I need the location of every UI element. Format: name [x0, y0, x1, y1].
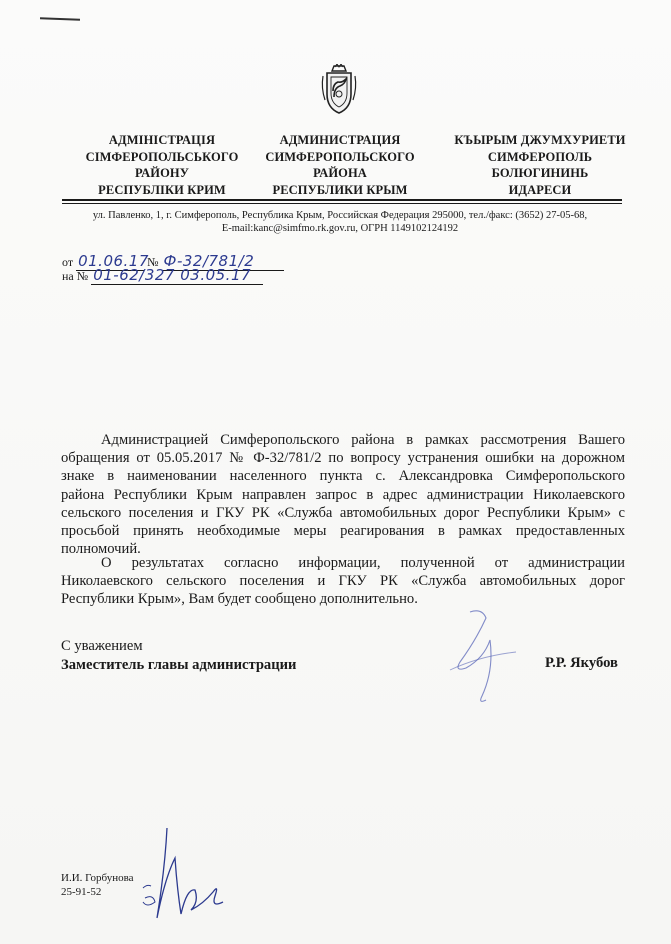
- header-line: РАЙОНУ: [134, 166, 189, 180]
- header-line: СИМФЕРОПОЛЬ: [487, 149, 593, 164]
- text-line: знаке в наименовании населенного пункта с. Александровка Симферопольского: [61, 468, 625, 485]
- paragraph-2: [61, 554, 625, 609]
- number-label: №: [147, 255, 159, 269]
- outgoing-number: Ф-32/781/2: [162, 252, 284, 271]
- closing-phrase: С уважением: [61, 638, 143, 654]
- text-line: Администрацией Симферопольского района в рамках рассмотрения Вашего: [101, 432, 625, 448]
- incoming-reference: [62, 266, 263, 285]
- from-label: от: [62, 255, 74, 269]
- header-line: РЕСПУБЛИКИ КРЫМ: [272, 182, 408, 197]
- header-divider-thin: [62, 203, 622, 204]
- text-line: Республики Крым», Вам будет сообщено дополнительно.: [61, 591, 418, 608]
- address-line: ул. Павленко, 1, г. Симферополь, Республика Крым, Российская Федерация 295000, тел./факс: (3652) 27-05-68,: [92, 210, 588, 221]
- reference-number: 01-62/327 03.05.17: [91, 266, 263, 285]
- executor-name: И.И. Горбунова: [61, 872, 134, 884]
- coat-of-arms-icon: [320, 64, 358, 114]
- text-line: обращения от 05.05.2017 № Ф-32/781/2 по вопросу устранения ошибки на дорожном: [61, 450, 625, 467]
- address-line: E-mail:kanc@simfmo.rk.gov.ru, ОГРН 1149102124192: [221, 223, 459, 234]
- header-line: РЕСПУБЛІКИ КРИМ: [98, 182, 226, 197]
- text-line: просьбой принять необходимые меры реагирования в рамках предоставленных: [61, 522, 625, 539]
- header-line: ИДАРЕСИ: [508, 182, 572, 197]
- reply-label: на №: [62, 269, 89, 283]
- text-line: района Республики Крым направлен запрос в адрес администрации Николаевского: [61, 486, 625, 503]
- signature-block: [61, 637, 296, 674]
- header-line: РАЙОНА: [313, 166, 367, 180]
- contact-address: [60, 209, 620, 235]
- executor-info: [61, 871, 134, 899]
- header-line: БОЛЮГИНИНЬ: [491, 166, 589, 180]
- paragraph-1: [61, 431, 625, 558]
- text-line: О результатах согласно информации, полученной от администрации: [101, 555, 625, 571]
- header-russian: [250, 132, 430, 198]
- header-divider: [62, 199, 622, 201]
- header-line: СИМФЕРОПОЛЬСКОГО: [265, 149, 415, 164]
- signer-position: Заместитель главы администрации: [61, 656, 297, 673]
- header-line: КЪЫРЫМ ДЖУМХУРИЕТИ: [454, 133, 626, 147]
- text-line: полномочий.: [61, 541, 141, 558]
- text-line: сельского поселения и ГКУ РК «Служба автомобильных дорог Республики Крым» с: [61, 504, 625, 521]
- header-line: СІМФЕРОПОЛЬСЬКОГО: [85, 149, 239, 164]
- text-line: Николаевского сельского поселения и ГКУ РК «Служба автомобильных дорог: [61, 573, 625, 590]
- official-signature: [420, 600, 540, 710]
- signer-name: Р.Р. Якубов: [545, 655, 618, 671]
- header-ukrainian: [72, 132, 252, 198]
- executor-phone: 25-91-52: [61, 886, 102, 898]
- header-line: АДМІНІСТРАЦІЯ: [108, 133, 216, 147]
- outgoing-date: 01.06.17: [78, 252, 149, 270]
- header-crimean-tatar: [440, 132, 640, 198]
- header-line: АДМИНИСТРАЦИЯ: [279, 133, 401, 147]
